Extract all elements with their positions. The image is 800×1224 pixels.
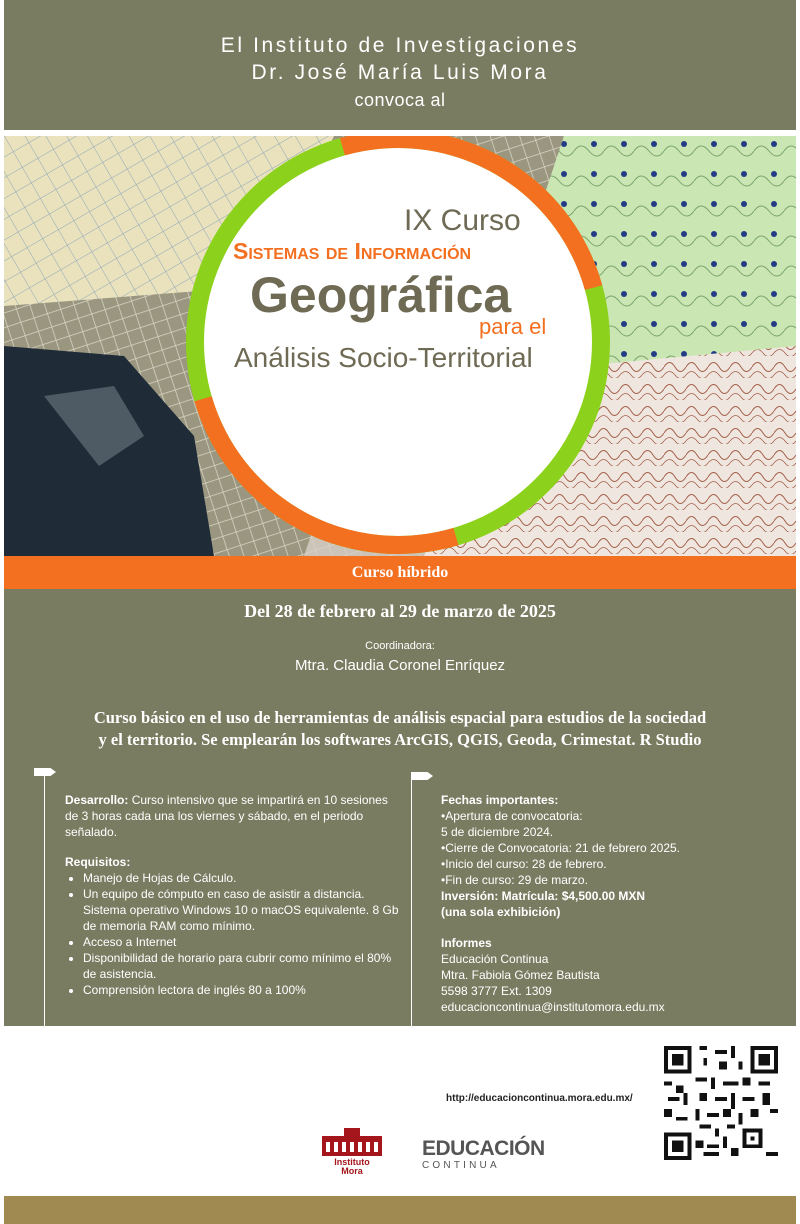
date-start: •Inicio del curso: 28 de febrero. <box>441 857 607 871</box>
logo-text-mora: Mora <box>341 1166 363 1176</box>
logo-text-educacion: EDUCACIÓN <box>422 1137 545 1160</box>
info-title: Informes <box>441 936 492 950</box>
qr-code[interactable] <box>664 1046 778 1160</box>
right-column <box>441 792 781 1015</box>
development-section <box>65 792 400 840</box>
info-contact-name: Mtra. Fabiola Gómez Bautista <box>441 968 600 982</box>
requirement-item: • Un equipo de cómputo en caso de asistir a distancia. Sistema operativo Windows 10 o macOS equivalente. 8 Gb de memoria RAM como mínimo. <box>83 886 400 934</box>
bottom-bar <box>4 1196 796 1224</box>
logo-text-instituto: Instituto <box>334 1157 370 1167</box>
requirement-item: • Manejo de Hojas de Cálculo. <box>83 870 400 886</box>
info-email[interactable]: educacioncontinua@institutomora.edu.mx <box>441 1000 665 1014</box>
right-divider <box>411 780 412 1026</box>
course-title-caps: Sistemas de Información <box>233 238 472 264</box>
course-info-panel <box>4 589 796 1026</box>
left-divider <box>44 776 45 1026</box>
header-line-1: El Instituto de Investigaciones <box>220 34 580 57</box>
requirements-list <box>65 870 400 998</box>
course-edition: IX Curso <box>404 204 521 237</box>
coordinator-label: Coordinadora: <box>365 640 435 652</box>
info-phone: 5598 3777 Ext. 1309 <box>441 984 552 998</box>
left-arrow-tab-icon <box>34 768 56 776</box>
investment-note: (una sola exhibición) <box>441 905 561 919</box>
hero-map-image <box>4 136 796 556</box>
requirements-title: Requisitos: <box>65 855 131 869</box>
left-column <box>65 792 400 998</box>
logo-text-continua: CONTINUA <box>422 1160 500 1171</box>
requirement-item: • Comprensión lectora de inglés 80 a 100% <box>83 982 400 998</box>
investment-fee: Inversión: Matrícula: $4,500.00 MXN <box>441 889 646 903</box>
website-link[interactable]: http://educacioncontinua.mora.edu.mx/ <box>446 1093 633 1104</box>
course-subtitle: Análisis Socio-Territorial <box>234 342 533 373</box>
course-description <box>34 707 766 751</box>
date-opening-value: 5 de diciembre 2024. <box>441 825 554 839</box>
header-line-3: convoca al <box>354 90 446 110</box>
development-text: Curso intensivo que se impartirá en 10 sesiones de 3 horas cada una los viernes y sábado, en el periodo señalado. <box>65 793 388 839</box>
requirement-item: • Disponibilidad de horario para cubrir como mínimo el 80% de asistencia. <box>83 950 400 982</box>
important-dates-title: Fechas importantes: <box>441 793 559 807</box>
description-line-1: Curso básico en el uso de herramientas de análisis espacial para estudios de la sociedad <box>93 708 707 727</box>
header-banner <box>4 0 796 130</box>
date-opening: •Apertura de convocatoria: <box>441 809 583 823</box>
hybrid-course-band: Curso híbrido <box>4 556 796 589</box>
educacion-continua-logo <box>422 1137 545 1172</box>
course-title-main: Geográfica <box>250 267 512 323</box>
date-end: •Fin de curso: 29 de marzo. <box>441 873 588 887</box>
course-title-para: para el <box>479 314 547 339</box>
info-department: Educación Continua <box>441 952 549 966</box>
requirement-item: • Acceso a Internet <box>83 934 400 950</box>
right-arrow-tab-icon <box>411 772 433 780</box>
mora-building-icon <box>322 1126 382 1156</box>
instituto-mora-logo <box>320 1126 384 1186</box>
course-dates: Del 28 de febrero al 29 de marzo de 2025 <box>244 601 556 621</box>
development-title: Desarrollo: <box>65 793 129 807</box>
date-closing: •Cierre de Convocatoria: 21 de febrero 2025. <box>441 841 681 855</box>
description-line-2: y el territorio. Se emplearán los softwares ArcGIS, QGIS, Geoda, Crimestat. R Studio <box>98 730 702 749</box>
coordinator-name: Mtra. Claudia Coronel Enríquez <box>294 657 506 674</box>
header-line-2: Dr. José María Luis Mora <box>251 61 549 84</box>
